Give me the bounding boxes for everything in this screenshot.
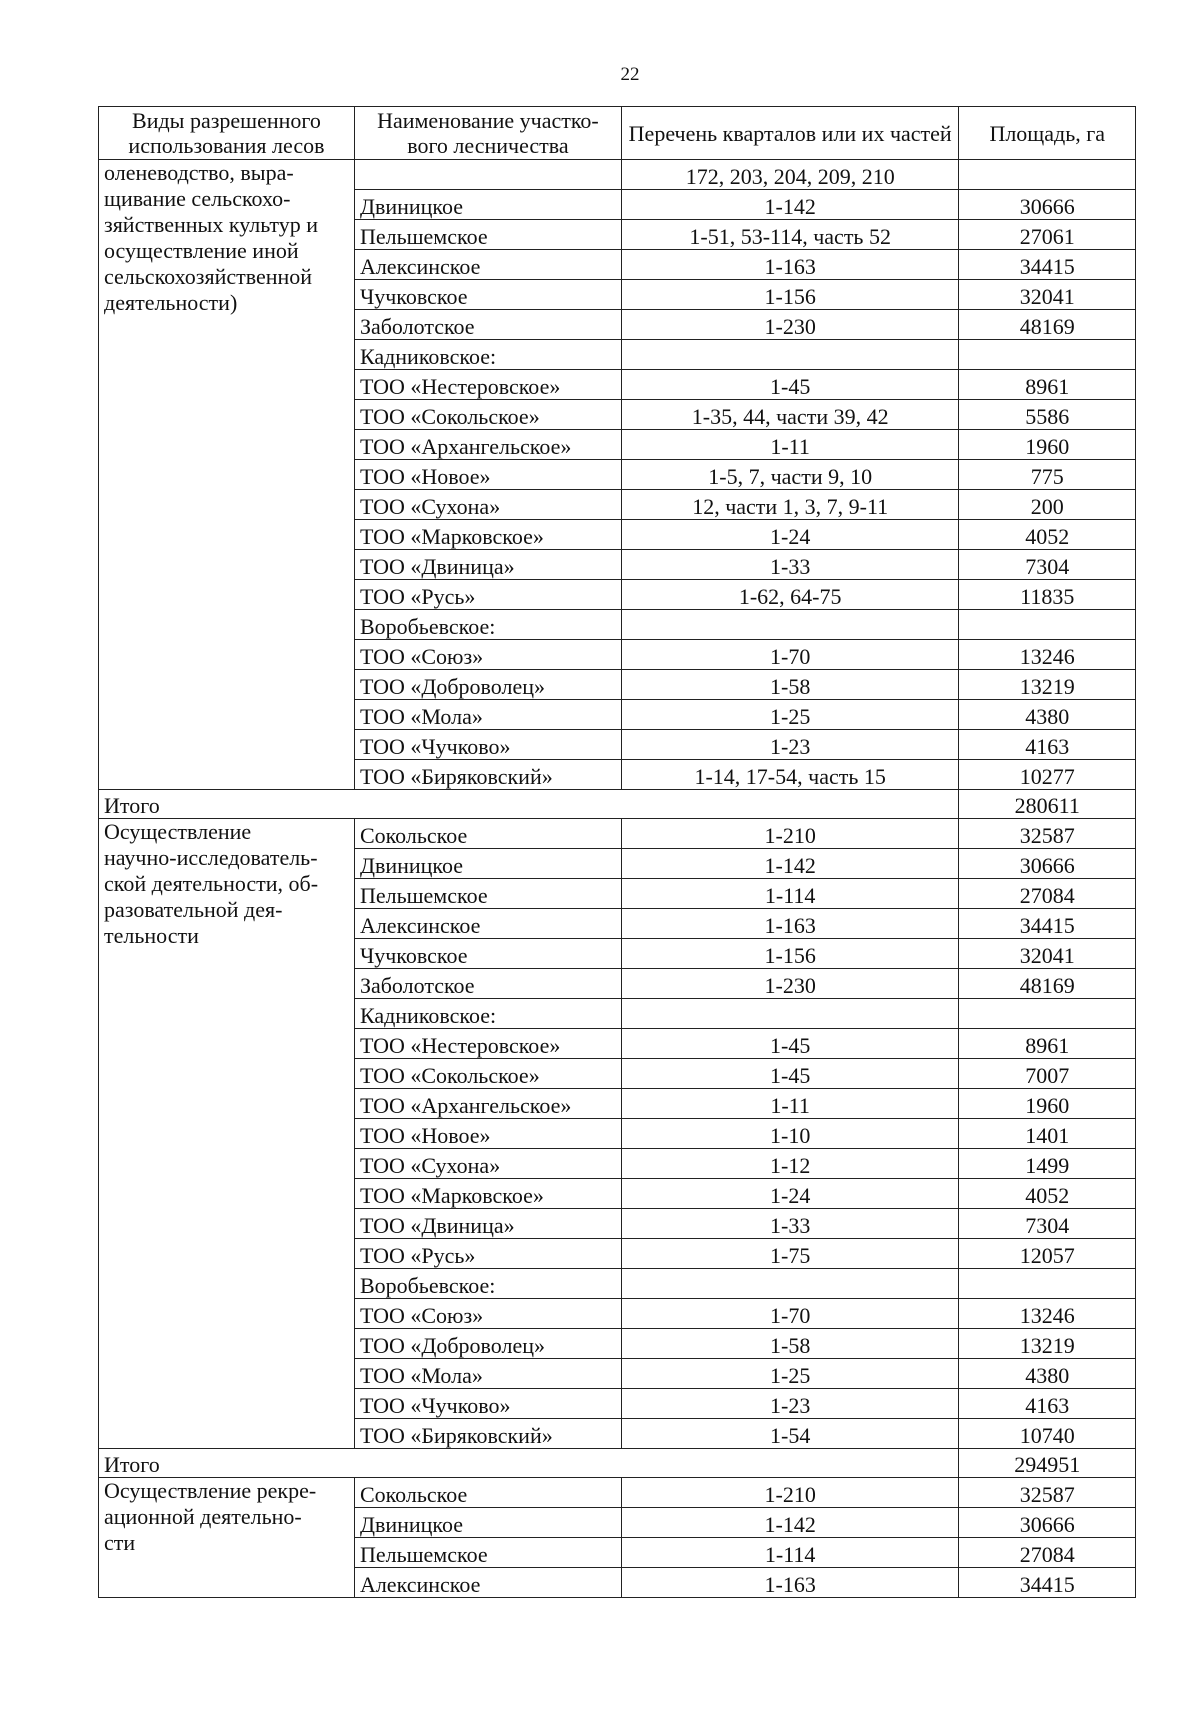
area-cell: 1960 bbox=[959, 1089, 1136, 1119]
area-cell: 4163 bbox=[959, 730, 1136, 760]
quarters-cell: 1-35, 44, части 39, 42 bbox=[621, 400, 959, 430]
use-type-cell: Осуществление рекре- ационной деятельно- сти bbox=[99, 1478, 355, 1598]
area-cell bbox=[959, 610, 1136, 640]
quarters-cell: 1-114 bbox=[621, 879, 959, 909]
area-cell: 30666 bbox=[959, 849, 1136, 879]
area-cell: 8961 bbox=[959, 370, 1136, 400]
forestry-name-cell: ТОО «Архангельское» bbox=[354, 430, 621, 460]
quarters-cell: 1-11 bbox=[621, 1089, 959, 1119]
quarters-cell bbox=[621, 340, 959, 370]
forestry-name-cell: ТОО «Новое» bbox=[354, 460, 621, 490]
area-cell: 13219 bbox=[959, 1329, 1136, 1359]
total-value: 280611 bbox=[959, 790, 1136, 819]
forestry-name-cell: ТОО «Мола» bbox=[354, 700, 621, 730]
area-cell: 775 bbox=[959, 460, 1136, 490]
area-cell: 13219 bbox=[959, 670, 1136, 700]
quarters-cell: 1-114 bbox=[621, 1538, 959, 1568]
area-cell: 4380 bbox=[959, 700, 1136, 730]
area-cell: 1960 bbox=[959, 430, 1136, 460]
forestry-name-cell: Двиницкое bbox=[354, 190, 621, 220]
forestry-name-cell: Пельшемское bbox=[354, 1538, 621, 1568]
quarters-cell: 1-24 bbox=[621, 1179, 959, 1209]
quarters-cell: 1-33 bbox=[621, 1209, 959, 1239]
quarters-cell: 1-210 bbox=[621, 1478, 959, 1508]
quarters-cell: 1-230 bbox=[621, 310, 959, 340]
area-cell: 32041 bbox=[959, 280, 1136, 310]
quarters-cell: 1-5, 7, части 9, 10 bbox=[621, 460, 959, 490]
forestry-name-cell: ТОО «Сухона» bbox=[354, 490, 621, 520]
quarters-cell bbox=[621, 999, 959, 1029]
page-number: 22 bbox=[620, 64, 640, 85]
area-cell: 12057 bbox=[959, 1239, 1136, 1269]
forestry-name-cell: ТОО «Доброволец» bbox=[354, 670, 621, 700]
area-cell: 200 bbox=[959, 490, 1136, 520]
forestry-name-cell: ТОО «Русь» bbox=[354, 1239, 621, 1269]
area-cell: 27061 bbox=[959, 220, 1136, 250]
quarters-cell: 1-58 bbox=[621, 1329, 959, 1359]
area-cell: 10277 bbox=[959, 760, 1136, 790]
quarters-cell: 1-142 bbox=[621, 190, 959, 220]
use-type-cell: оленеводство, выра- щивание сельскохо- зяйственных культур и осуществление иной сельскохозяйственной деятельности) bbox=[99, 160, 355, 790]
quarters-cell: 1-10 bbox=[621, 1119, 959, 1149]
area-cell: 11835 bbox=[959, 580, 1136, 610]
area-cell: 34415 bbox=[959, 1568, 1136, 1598]
forestry-name-cell: ТОО «Нестеровское» bbox=[354, 1029, 621, 1059]
forestry-name-cell: ТОО «Двиница» bbox=[354, 1209, 621, 1239]
area-cell: 4163 bbox=[959, 1389, 1136, 1419]
forestry-name-cell: ТОО «Марковское» bbox=[354, 1179, 621, 1209]
forestry-name-cell: ТОО «Биряковский» bbox=[354, 760, 621, 790]
forestry-name-cell: Кадниковское: bbox=[354, 999, 621, 1029]
forestry-name-cell: ТОО «Чучково» bbox=[354, 1389, 621, 1419]
quarters-cell: 1-51, 53-114, часть 52 bbox=[621, 220, 959, 250]
forestry-name-cell: Сокольское bbox=[354, 819, 621, 849]
forestry-name-cell: Пельшемское bbox=[354, 879, 621, 909]
quarters-cell: 1-23 bbox=[621, 730, 959, 760]
forestry-name-cell: ТОО «Марковское» bbox=[354, 520, 621, 550]
forestry-name-cell: ТОО «Двиница» bbox=[354, 550, 621, 580]
quarters-cell: 1-45 bbox=[621, 1059, 959, 1089]
forestry-name-cell: Алексинское bbox=[354, 1568, 621, 1598]
area-cell: 30666 bbox=[959, 1508, 1136, 1538]
quarters-cell: 1-163 bbox=[621, 1568, 959, 1598]
header-forestry-name: Наименование участко-вого лесничества bbox=[354, 107, 621, 160]
area-cell: 4052 bbox=[959, 1179, 1136, 1209]
quarters-cell: 1-75 bbox=[621, 1239, 959, 1269]
forestry-name-cell: ТОО «Союз» bbox=[354, 1299, 621, 1329]
quarters-cell: 172, 203, 204, 209, 210 bbox=[621, 160, 959, 190]
area-cell: 7304 bbox=[959, 1209, 1136, 1239]
quarters-cell: 1-156 bbox=[621, 939, 959, 969]
forestry-name-cell: ТОО «Мола» bbox=[354, 1359, 621, 1389]
total-row bbox=[99, 790, 1136, 819]
forestry-name-cell: ТОО «Архангельское» bbox=[354, 1089, 621, 1119]
forestry-name-cell: Кадниковское: bbox=[354, 340, 621, 370]
quarters-cell: 12, части 1, 3, 7, 9-11 bbox=[621, 490, 959, 520]
quarters-cell bbox=[621, 1269, 959, 1299]
area-cell bbox=[959, 340, 1136, 370]
quarters-cell: 1-25 bbox=[621, 700, 959, 730]
area-cell: 7007 bbox=[959, 1059, 1136, 1089]
forestry-name-cell: ТОО «Сухона» bbox=[354, 1149, 621, 1179]
area-cell: 48169 bbox=[959, 969, 1136, 999]
quarters-cell: 1-58 bbox=[621, 670, 959, 700]
area-cell: 4380 bbox=[959, 1359, 1136, 1389]
forestry-name-cell: Воробьевское: bbox=[354, 1269, 621, 1299]
forestry-name-cell: ТОО «Доброволец» bbox=[354, 1329, 621, 1359]
forestry-name-cell: ТОО «Сокольское» bbox=[354, 400, 621, 430]
area-cell: 1401 bbox=[959, 1119, 1136, 1149]
area-cell: 32587 bbox=[959, 1478, 1136, 1508]
forestry-name-cell bbox=[354, 160, 621, 190]
table-header-row bbox=[99, 107, 1136, 160]
forestry-name-cell: Алексинское bbox=[354, 909, 621, 939]
area-cell: 4052 bbox=[959, 520, 1136, 550]
forestry-name-cell: Пельшемское bbox=[354, 220, 621, 250]
quarters-cell bbox=[621, 610, 959, 640]
area-cell: 34415 bbox=[959, 909, 1136, 939]
quarters-cell: 1-70 bbox=[621, 640, 959, 670]
forestry-name-cell: Воробьевское: bbox=[354, 610, 621, 640]
area-cell: 27084 bbox=[959, 1538, 1136, 1568]
quarters-cell: 1-12 bbox=[621, 1149, 959, 1179]
area-cell: 5586 bbox=[959, 400, 1136, 430]
total-label: Итого bbox=[99, 790, 959, 819]
forestry-name-cell: ТОО «Нестеровское» bbox=[354, 370, 621, 400]
forestry-name-cell: Алексинское bbox=[354, 250, 621, 280]
quarters-cell: 1-230 bbox=[621, 969, 959, 999]
table-row bbox=[99, 819, 1136, 849]
area-cell bbox=[959, 999, 1136, 1029]
forestry-name-cell: Чучковское bbox=[354, 280, 621, 310]
forestry-name-cell: Заболотское bbox=[354, 969, 621, 999]
forestry-name-cell: Заболотское bbox=[354, 310, 621, 340]
quarters-cell: 1-142 bbox=[621, 849, 959, 879]
forestry-name-cell: ТОО «Новое» bbox=[354, 1119, 621, 1149]
area-cell: 13246 bbox=[959, 640, 1136, 670]
forestry-name-cell: ТОО «Чучково» bbox=[354, 730, 621, 760]
total-value: 294951 bbox=[959, 1449, 1136, 1478]
area-cell: 32041 bbox=[959, 939, 1136, 969]
quarters-cell: 1-54 bbox=[621, 1419, 959, 1449]
quarters-cell: 1-142 bbox=[621, 1508, 959, 1538]
area-cell: 13246 bbox=[959, 1299, 1136, 1329]
area-cell: 8961 bbox=[959, 1029, 1136, 1059]
header-use-type: Виды разрешенного использования лесов bbox=[99, 107, 355, 160]
header-quarters: Перечень кварталов или их частей bbox=[621, 107, 959, 160]
use-type-cell: Осуществление научно-исследователь- ской деятельности, об- разовательной дея- тельности bbox=[99, 819, 355, 1449]
header-area: Площадь, га bbox=[959, 107, 1136, 160]
area-cell: 27084 bbox=[959, 879, 1136, 909]
quarters-cell: 1-156 bbox=[621, 280, 959, 310]
quarters-cell: 1-70 bbox=[621, 1299, 959, 1329]
forestry-name-cell: ТОО «Сокольское» bbox=[354, 1059, 621, 1089]
forestry-name-cell: Сокольское bbox=[354, 1478, 621, 1508]
forestry-name-cell: ТОО «Русь» bbox=[354, 580, 621, 610]
quarters-cell: 1-163 bbox=[621, 250, 959, 280]
table-row bbox=[99, 160, 1136, 190]
area-cell: 48169 bbox=[959, 310, 1136, 340]
quarters-cell: 1-25 bbox=[621, 1359, 959, 1389]
quarters-cell: 1-210 bbox=[621, 819, 959, 849]
area-cell: 34415 bbox=[959, 250, 1136, 280]
table-row bbox=[99, 1478, 1136, 1508]
quarters-cell: 1-62, 64-75 bbox=[621, 580, 959, 610]
quarters-cell: 1-14, 17-54, часть 15 bbox=[621, 760, 959, 790]
quarters-cell: 1-45 bbox=[621, 1029, 959, 1059]
quarters-cell: 1-33 bbox=[621, 550, 959, 580]
quarters-cell: 1-45 bbox=[621, 370, 959, 400]
area-cell bbox=[959, 160, 1136, 190]
area-cell: 32587 bbox=[959, 819, 1136, 849]
area-cell bbox=[959, 1269, 1136, 1299]
quarters-cell: 1-11 bbox=[621, 430, 959, 460]
area-cell: 7304 bbox=[959, 550, 1136, 580]
forestry-name-cell: Двиницкое bbox=[354, 1508, 621, 1538]
forestry-name-cell: Чучковское bbox=[354, 939, 621, 969]
quarters-cell: 1-24 bbox=[621, 520, 959, 550]
forestry-name-cell: Двиницкое bbox=[354, 849, 621, 879]
quarters-cell: 1-163 bbox=[621, 909, 959, 939]
total-label: Итого bbox=[99, 1449, 959, 1478]
forestry-name-cell: ТОО «Биряковский» bbox=[354, 1419, 621, 1449]
area-cell: 10740 bbox=[959, 1419, 1136, 1449]
area-cell: 30666 bbox=[959, 190, 1136, 220]
forestry-name-cell: ТОО «Союз» bbox=[354, 640, 621, 670]
forest-use-table bbox=[98, 106, 1136, 1598]
quarters-cell: 1-23 bbox=[621, 1389, 959, 1419]
total-row bbox=[99, 1449, 1136, 1478]
area-cell: 1499 bbox=[959, 1149, 1136, 1179]
